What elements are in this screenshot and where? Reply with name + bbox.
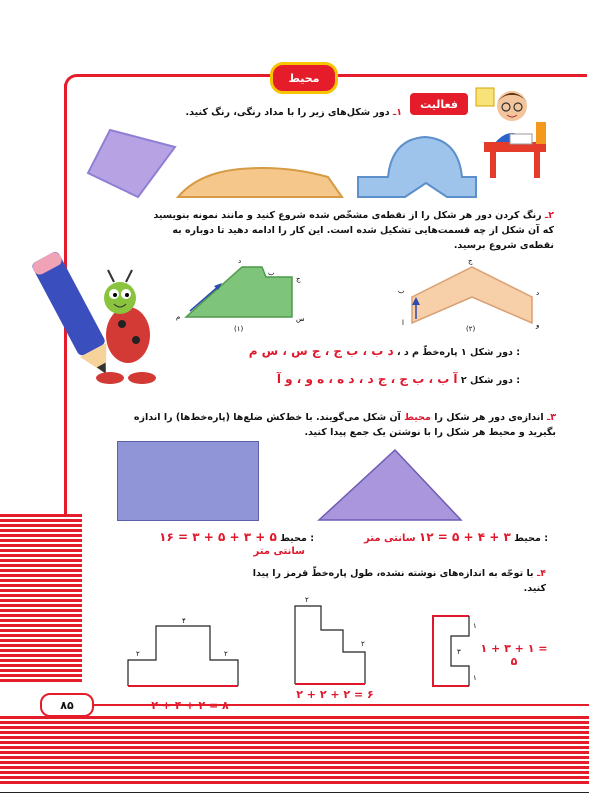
q1-hill-shape: [178, 168, 342, 197]
q3-right-label: : محیط: [514, 533, 548, 544]
q2-shape2-polygon: [412, 267, 532, 323]
q1-arch-shape: [358, 137, 476, 197]
q3-right-value: ۳ + ۴ + ۵ = ۱۲: [418, 530, 511, 544]
q3-text2: آن شکل می‌گویند. با خط‌کش ضلع‌ها (پاره‌خط‌ها) را اندازه بگیرید و محیط هر شکل را با نوشتن یک جمع پیدا کنید.: [133, 412, 556, 438]
q2-answer-line1: [200, 344, 520, 358]
footer-line: [40, 704, 589, 706]
q2-shape2-point-v: و: [536, 321, 540, 329]
q2-text: رنگ کردن دور هر شکل را از نقطه‌ی مشخّص شده شروع کنید و مانند نمونه بنویسید که آن شکل از چه قسمت‌هایی تشکیل شده است. این کار را ادامه دهید تا دوباره به نقطه‌ی شروع برسید.: [153, 210, 554, 251]
q4-figure1: [120, 612, 250, 692]
q4-fig2-right: ۲: [361, 640, 365, 648]
q3-text: اندازه‌ی دور هر شکل را: [434, 412, 544, 423]
q1-number: ۱ـ: [392, 107, 402, 118]
pencil-bug-illustration: [30, 240, 170, 390]
q2-shape2-point-j: ج: [468, 257, 473, 265]
q2-shape2-caption: (۲): [466, 325, 476, 333]
q2-line1-answer: د ب ، ب ج ، ج س ، س م: [248, 344, 394, 358]
q3-highlight: محیط: [404, 412, 431, 423]
q2-line2-label: : دور شکل ۲: [460, 375, 520, 386]
q3-left-unit: سانتی متر: [253, 546, 305, 557]
q4-fig1-right: ۲: [224, 650, 228, 658]
q3-number: ۳ـ: [546, 412, 556, 423]
q2-shape2-point-d: د: [536, 289, 540, 297]
bottom-stripes: [0, 716, 589, 786]
q3-left-answer: [94, 530, 314, 544]
q2-shape2-point-a: ا: [402, 319, 404, 327]
q1-quadrilateral: [88, 130, 175, 197]
q2-shape2-point-b: ب: [398, 287, 405, 295]
q3-rectangle: [117, 441, 259, 521]
q2-number: ۲ـ: [544, 210, 554, 221]
q4-figure2: [285, 594, 380, 690]
q4-fig2-answer: ۲ + ۲ + ۲ = ۶: [296, 688, 374, 701]
q3-left-label: : محیط: [280, 533, 314, 544]
q4-fig1-left: ۲: [136, 650, 140, 658]
q3-triangle: [315, 446, 465, 524]
q4-figure3: [425, 610, 485, 690]
q2-shape1-point-b: ب: [268, 269, 275, 277]
header-badge-text: محیط: [288, 71, 320, 85]
q4-fig3-mid: ۳: [457, 648, 461, 656]
q2-shape1-caption: (۱): [234, 325, 244, 333]
q4-fig3-answer: ۱ + ۳ + ۱ = ۵: [480, 642, 548, 668]
q1-text: دور شکل‌های زیر را با مداد رنگی، رنگ کنید.: [185, 107, 390, 118]
q3-right-unit: سانتی متر: [364, 533, 416, 544]
q2-shape1: [170, 255, 320, 335]
q4-fig3-top: ۱: [473, 622, 477, 630]
q4-number: ۴ـ: [536, 568, 546, 579]
q2-shape1-polygon: [186, 267, 292, 317]
q2-shape1-point-d: د: [238, 257, 242, 265]
side-stripes: [0, 514, 82, 684]
q3-left-value: ۵ + ۳ + ۵ + ۳ = ۱۶: [159, 530, 277, 544]
q2-shape1-point-s: س: [296, 315, 305, 323]
page-number: ۸۵: [60, 698, 74, 712]
activity-title: فعالیت: [420, 97, 458, 111]
page-number-badge: [40, 693, 94, 717]
q2-shape1-point-j: ج: [296, 275, 301, 283]
q2-shape1-point-m: م: [176, 313, 181, 321]
q4-fig3-bottom: ۱: [473, 674, 477, 682]
q1-shapes: [80, 125, 490, 205]
q2-instruction: [140, 208, 554, 253]
q4-fig2-top: ۲: [305, 596, 309, 604]
q2-line2-answer: آ ب ، ب ج ، ج د ، د ه ، ه و ، و آ: [276, 372, 458, 386]
q3-right-answer: [322, 530, 548, 544]
q4-instruction: [250, 566, 546, 596]
q1-instruction: [120, 105, 402, 120]
q3-instruction: [110, 410, 556, 440]
q2-answer-line2: [200, 372, 520, 386]
q2-line1-label: : دور شکل ۱: [460, 347, 520, 358]
activity-badge: [410, 93, 468, 115]
q4-fig1-top: ۴: [182, 617, 186, 625]
q2-shape2: [390, 255, 550, 335]
q4-text: با توجّه به اندازه‌های نوشته نشده، طول پاره‌خطّ قرمز را پیدا کنید.: [252, 568, 546, 594]
q2-line1-start: پاره‌خطّ م د ،: [396, 347, 458, 358]
bottom-rule: [0, 792, 589, 793]
header-badge: [270, 62, 338, 94]
